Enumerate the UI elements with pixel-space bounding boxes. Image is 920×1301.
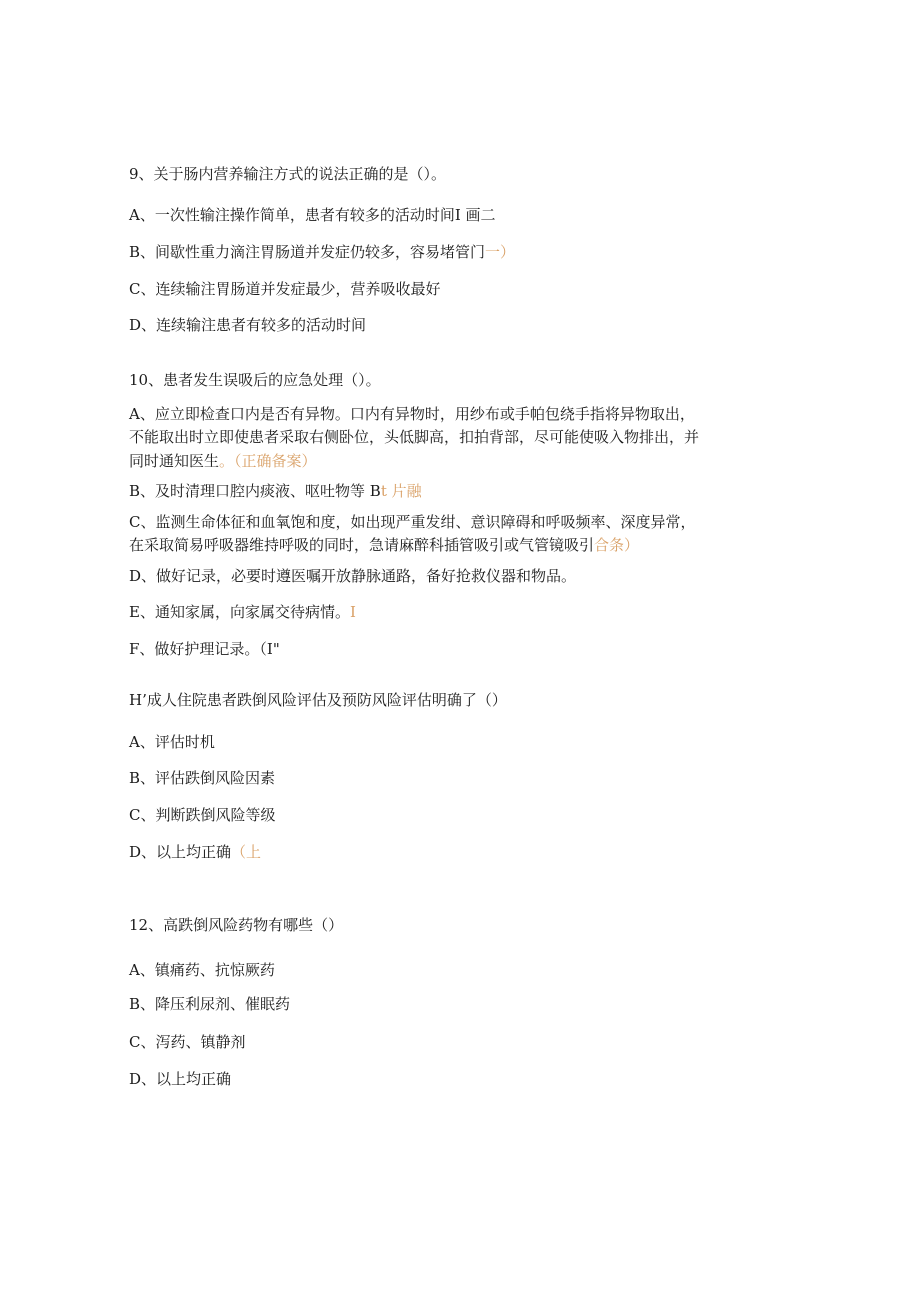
answer-mark: t 片融 bbox=[380, 482, 422, 500]
question-10-option-f: F、做好护理记录。（I" bbox=[129, 640, 280, 658]
question-12-stem: 12、高跌倒风险药物有哪些（） bbox=[129, 916, 344, 934]
answer-mark: 一） bbox=[485, 243, 516, 261]
question-10-option-a-line-2: 不能取出时立即使患者采取右侧卧位，头低脚高，扣拍背部，尽可能使吸入物排出，并 bbox=[129, 428, 700, 446]
question-11-option-a: A、评估时机 bbox=[129, 733, 215, 751]
question-9-stem: 9、关于肠内营养输注方式的说法正确的是（）。 bbox=[129, 165, 447, 183]
question-12-option-d: D、以上均正确 bbox=[129, 1070, 232, 1088]
option-a-artifact: I 画二 bbox=[454, 206, 496, 224]
question-9-option-d: D、连续输注患者有较多的活动时间 bbox=[129, 316, 367, 334]
option-text: A、一次性输注操作简单，患者有较多的活动时间 bbox=[129, 206, 455, 224]
question-10-option-e bbox=[129, 602, 356, 622]
question-9-option-a bbox=[129, 205, 496, 225]
question-12-option-b: B、降压利尿剂、催眠药 bbox=[129, 995, 291, 1013]
question-11-option-b: B、评估跌倒风险因素 bbox=[129, 769, 276, 787]
question-10-option-a-line-3 bbox=[129, 451, 317, 471]
question-9-option-c: C、连续输注胃肠道并发症最少，营养吸收最好 bbox=[129, 280, 441, 298]
option-text: B、间歇性重力滴注胃肠道并发症仍较多，容易堵管门 bbox=[129, 243, 486, 261]
question-11-option-c: C、判断跌倒风险等级 bbox=[129, 806, 276, 824]
option-text: D、以上均正确 bbox=[129, 843, 232, 861]
option-text: B、及时清理口腔内痰液、呕吐物等 B bbox=[129, 482, 381, 500]
question-12-option-a: A、镇痛药、抗惊厥药 bbox=[129, 961, 275, 979]
option-text: 同时通知医生 bbox=[129, 452, 220, 470]
question-12-option-c: C、泻药、镇静剂 bbox=[129, 1033, 246, 1051]
option-text: E、通知家属，向家属交待病情。 bbox=[129, 603, 350, 621]
question-11-option-d bbox=[129, 842, 261, 862]
question-10-option-d: D、做好记录，必要时遵医嘱开放静脉通路，备好抢救仪器和物品。 bbox=[129, 567, 577, 585]
answer-mark: 。（正确备案） bbox=[219, 452, 317, 470]
answer-mark: I bbox=[349, 603, 356, 621]
question-10-option-c-line-2 bbox=[129, 535, 639, 555]
answer-mark: （上 bbox=[231, 843, 262, 861]
question-10-option-b bbox=[129, 481, 422, 501]
answer-mark: 合条） bbox=[594, 536, 640, 554]
question-11-stem: H’成人住院患者跌倒风险评估及预防风险评估明确了（） bbox=[129, 691, 507, 709]
question-10-stem: 10、患者发生误吸后的应急处理（）。 bbox=[129, 371, 381, 389]
question-10-option-c-line-1: C、监测生命体征和血氧饱和度，如出现严重发绀、意识障碍和呼吸频率、深度异常， bbox=[129, 513, 696, 531]
option-text: 在采取简易呼吸器维持呼吸的同时，急请麻醉科插管吸引或气管镜吸引 bbox=[129, 536, 595, 554]
question-9-option-b bbox=[129, 242, 515, 262]
question-10-option-a-line-1: A、应立即检查口内是否有异物。口内有异物时，用纱布或手帕包绕手指将异物取出， bbox=[129, 405, 695, 423]
